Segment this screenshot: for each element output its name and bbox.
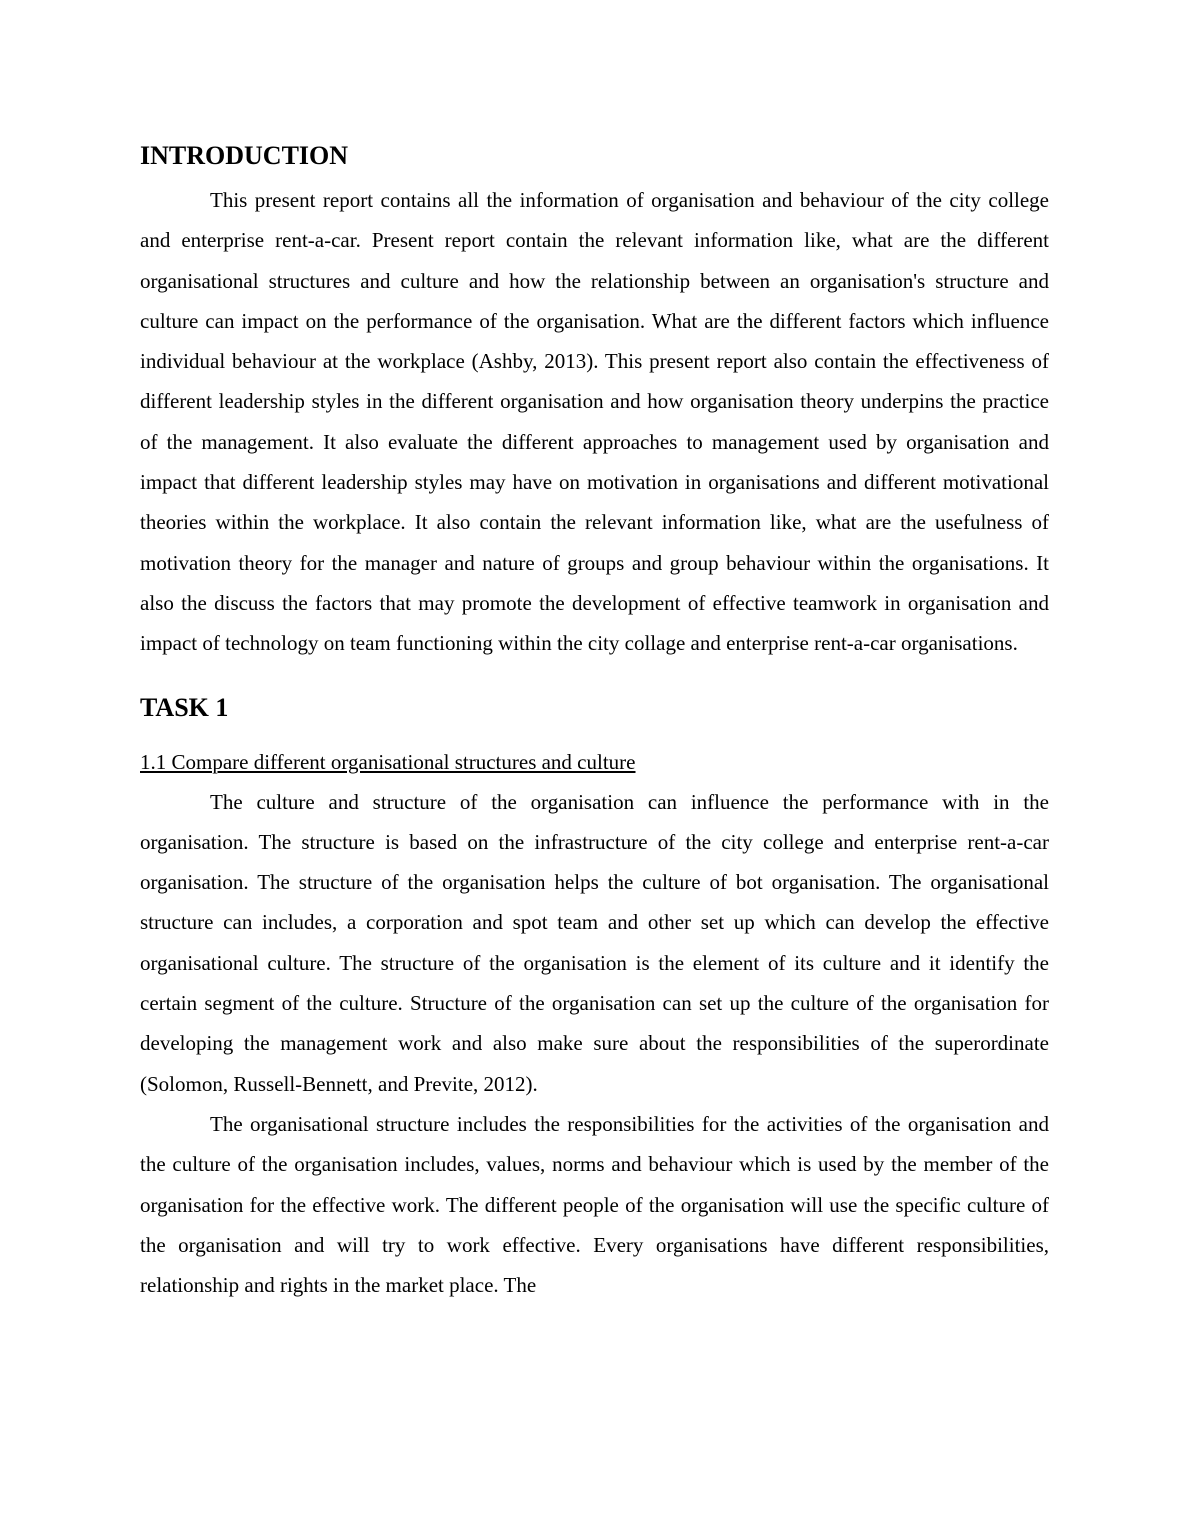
task-1-paragraph-1: The culture and structure of the organisation can influence the performance with in the organisation. The structure is based on the infrastructure of the city college and enterprise rent-a-car organisation. The structure of the organisation helps the culture of bot organisation. The organisational structure can includes, a corporation and spot team and other set up which can develop the effective organisational culture. The structure of the organisation is the element of its culture and it identify the certain segment of the culture. Structure of the organisation can set up the culture of the organisation for developing the management work and also make sure about the responsibilities of the superordinate (Solomon, Russell-Bennett, and Previte, 2012). [140, 789, 1049, 1096]
task-1-section [140, 690, 1049, 1306]
document-page [140, 138, 1049, 1305]
introduction-section [140, 138, 1049, 664]
task-1-heading: TASK 1 [140, 692, 229, 722]
subsection-1-1-heading: 1.1 Compare different organisational structures and culture [140, 749, 636, 774]
introduction-heading: INTRODUCTION [140, 141, 349, 170]
task-1-paragraph-2: The organisational structure includes the responsibilities for the activities of the organisation and the culture of the organisation includes, values, norms and behaviour which is used by the member of the organisation for the effective work. The different people of the organisation will use the specific culture of the organisation and will try to work effective. Every organisations have different responsibilities, relationship and rights in the market place. The [140, 1111, 1049, 1298]
introduction-paragraph: This present report contains all the information of organisation and behaviour of the city college and enterprise rent-a-car. Present report contain the relevant information like, what are the different organisational structures and culture and how the relationship between an organisation's structure and culture can impact on the performance of the organisation. What are the different factors which influence individual behaviour at the workplace (Ashby, 2013). This present report also contain the effectiveness of different leadership styles in the different organisation and how organisation theory underpins the practice of the management. It also evaluate the different approaches to management used by organisation and impact that different leadership styles may have on motivation in organisations and different motivational theories within the workplace. It also contain the relevant information like, what are the usefulness of motivation theory for the manager and nature of groups and group behaviour within the organisations. It also the discuss the factors that may promote the development of effective teamwork in organisation and impact of technology on team functioning within the city collage and enterprise rent-a-car organisations. [140, 188, 1049, 656]
